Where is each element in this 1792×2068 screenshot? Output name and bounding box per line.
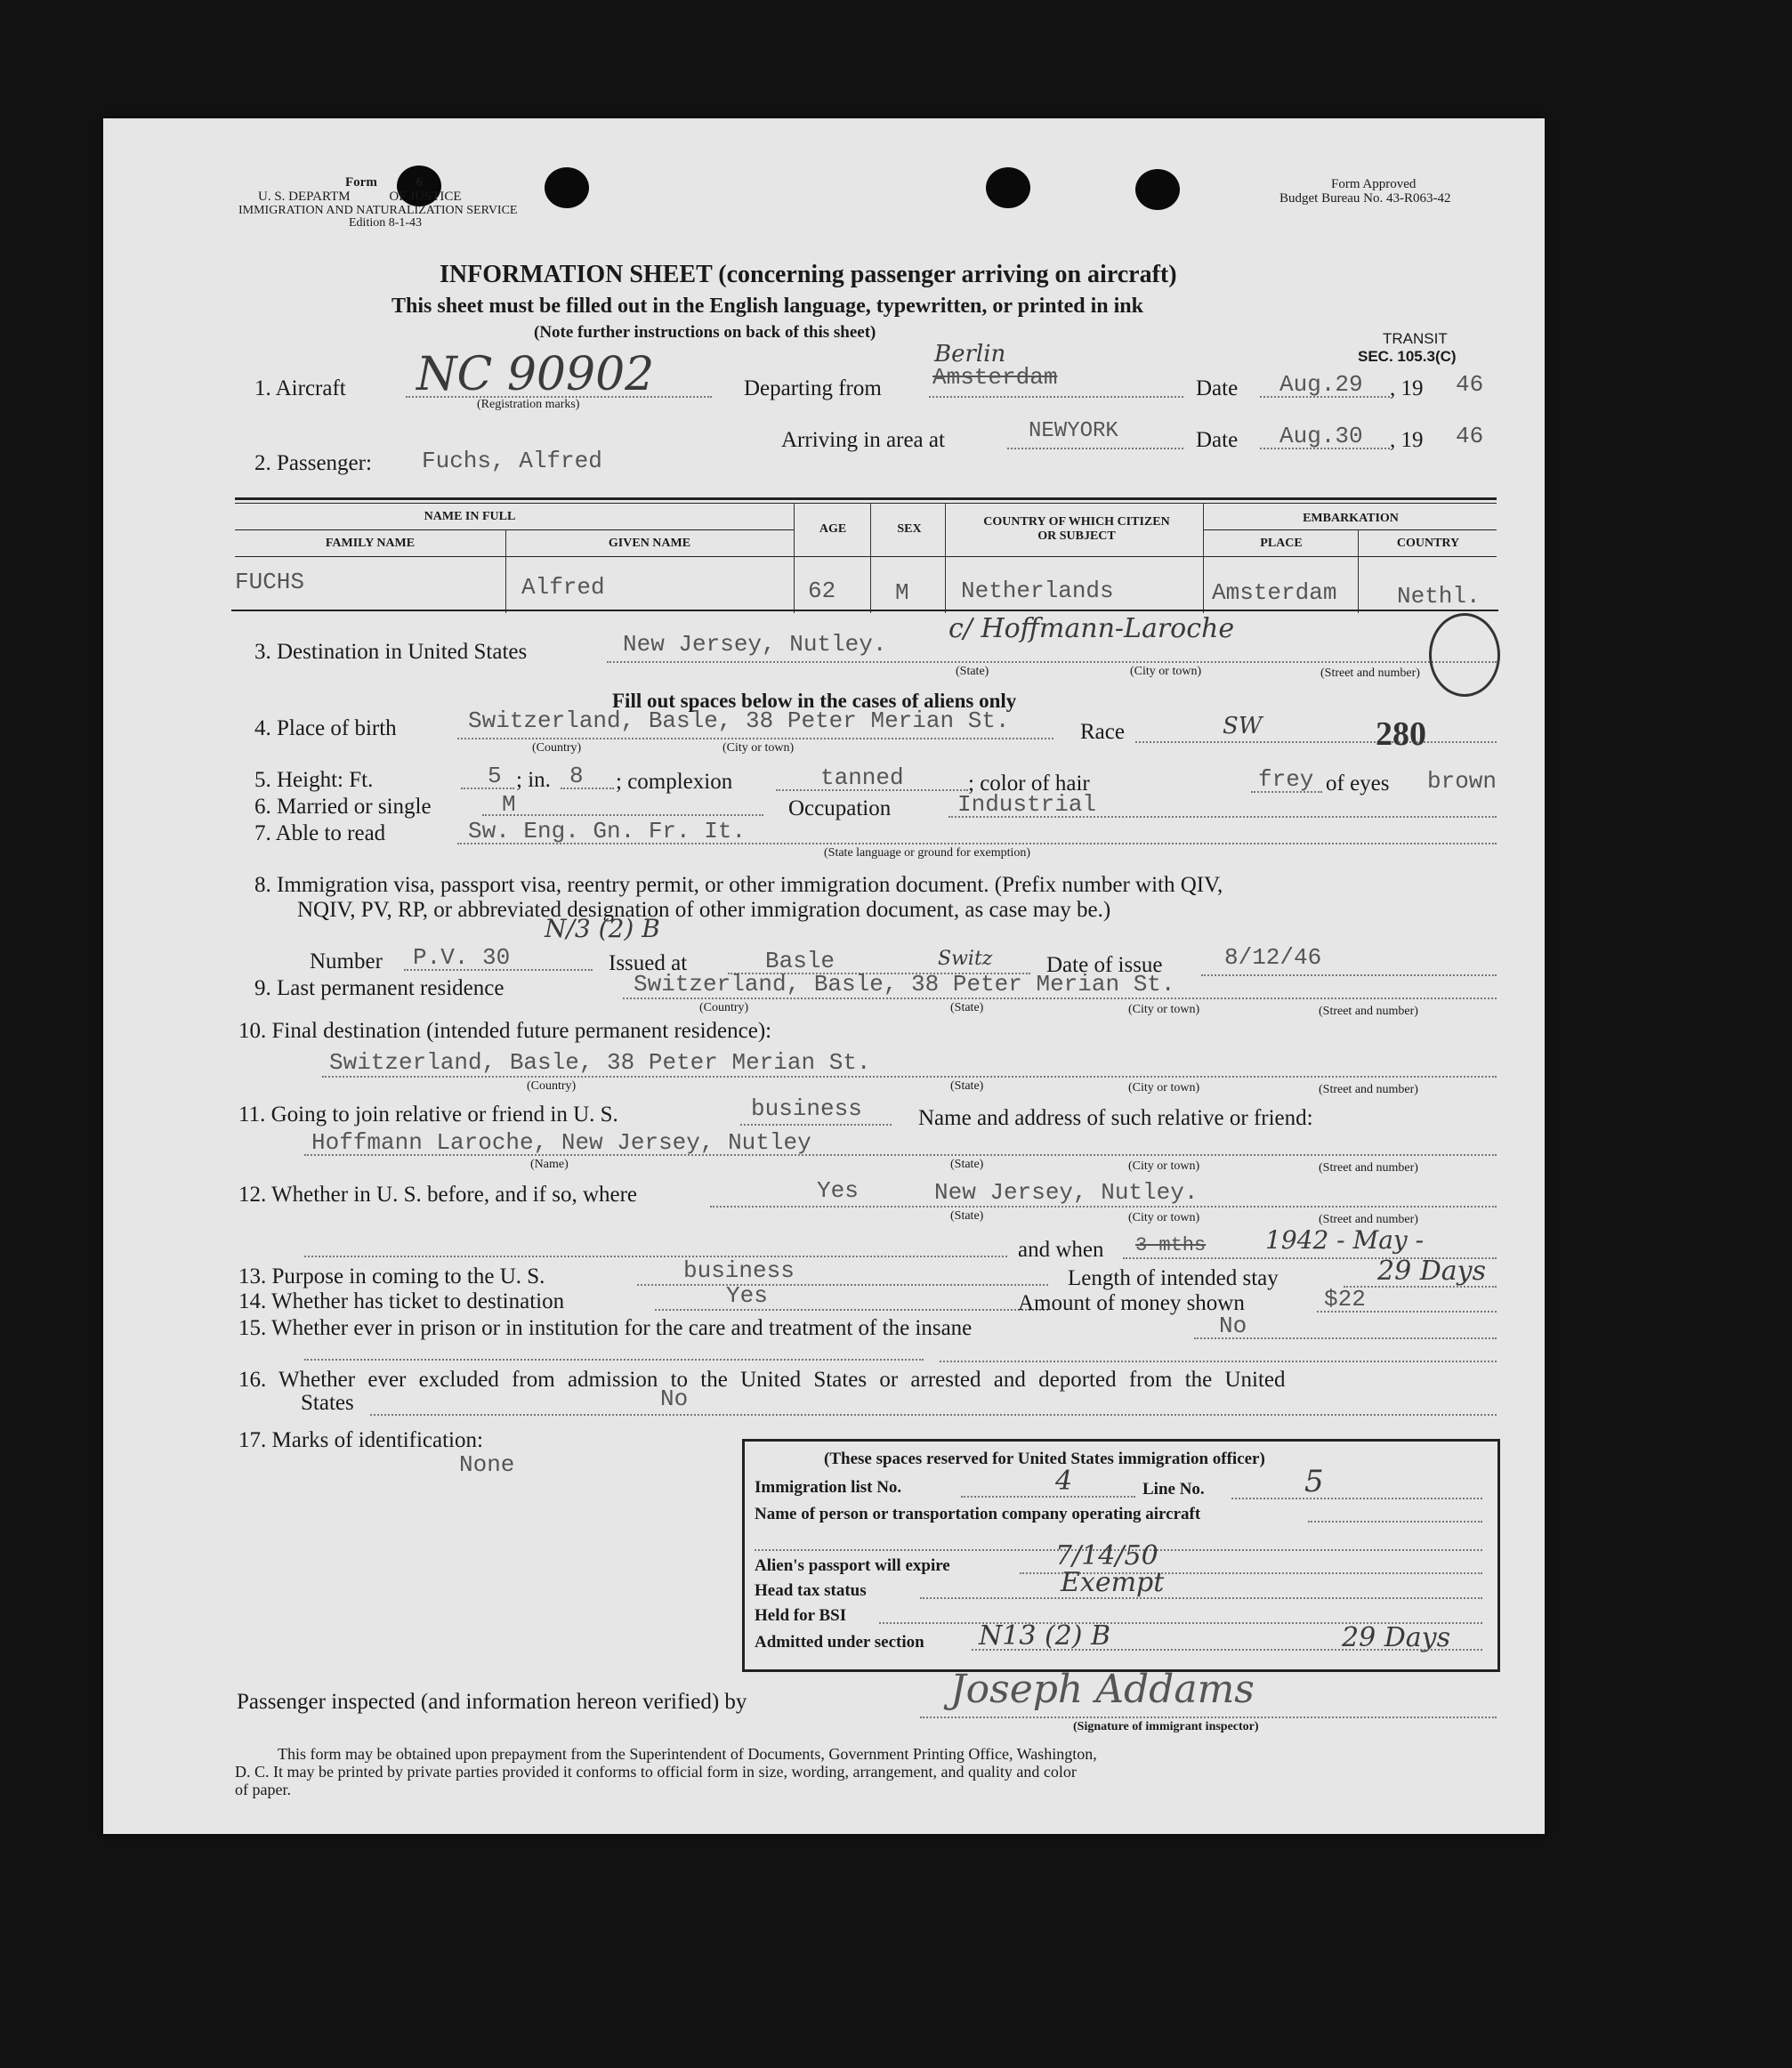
- transit-stamp: TRANSIT: [1383, 330, 1448, 347]
- aircraft-label: 1. Aircraft: [254, 376, 346, 400]
- departure-date-label: Date: [1196, 376, 1239, 400]
- stay-handwritten: 29 Days: [1377, 1256, 1486, 1287]
- birthplace-label: 4. Place of birth: [254, 716, 397, 740]
- caption-state: (State): [950, 1001, 984, 1014]
- purpose-label: 13. Purpose in coming to the U. S.: [238, 1264, 545, 1288]
- name-in-full-header: NAME IN FULL: [424, 510, 516, 523]
- family-name-header: FAMILY NAME: [325, 537, 416, 550]
- when-struck: 3 mths: [1135, 1234, 1207, 1256]
- complexion-value: tanned: [820, 764, 904, 791]
- final-destination-value: Switzerland, Basle, 38 Peter Merian St.: [329, 1049, 871, 1076]
- country-header: COUNTRY: [1396, 537, 1460, 550]
- issue-date-label: Date of issue: [1046, 953, 1163, 977]
- cell-family-name: FUCHS: [235, 569, 305, 595]
- caption-state: (State): [950, 1158, 984, 1171]
- when-label: and when: [1018, 1238, 1104, 1262]
- eyes-label: of eyes: [1326, 771, 1390, 796]
- passport-expire-label: Alien's passport will expire: [755, 1556, 950, 1575]
- line-no-value: 5: [1304, 1464, 1324, 1499]
- service-name: IMMIGRATION AND NATURALIZATION SERVICE: [238, 204, 518, 217]
- hair-label: ; color of hair: [968, 771, 1090, 796]
- caption-city: (City or town): [1128, 1211, 1200, 1224]
- prison-label: 15. Whether ever in prison or in institution for the care and treatment of the insane: [238, 1316, 973, 1340]
- cell-embark-country: Nethl.: [1397, 583, 1481, 610]
- money-label: Amount of money shown: [1018, 1291, 1245, 1315]
- destination-handwritten: c/ Hoffmann-Laroche: [948, 613, 1235, 644]
- height-feet: 5: [488, 763, 502, 789]
- form-number: Form 6: [345, 175, 424, 190]
- citizen-header-2: OR SUBJECT: [1037, 529, 1116, 543]
- head-tax-value: Exempt: [1061, 1567, 1165, 1598]
- caption-city: (City or town): [722, 741, 795, 755]
- occupation-label: Occupation: [788, 796, 892, 820]
- inspection-label: Passenger inspected (and information hereon verified) by: [237, 1690, 747, 1714]
- caption-city: (City or town): [1130, 665, 1202, 678]
- form-note: (Note further instructions on back of this sheet): [534, 323, 876, 342]
- edition: Edition 8-1-43: [349, 216, 423, 230]
- height-inches: 8: [569, 763, 584, 789]
- ticket-label: 14. Whether has ticket to destination: [238, 1289, 565, 1313]
- race-value: SW: [1223, 713, 1263, 739]
- visa-number: P.V. 30: [413, 944, 511, 971]
- information-sheet: [103, 118, 1545, 1834]
- embarkation-header: EMBARKATION: [1303, 512, 1399, 525]
- list-no-value: 4: [1055, 1466, 1073, 1497]
- section-stamp: SEC. 105.3(C): [1358, 348, 1457, 365]
- admitted-value: N13 (2) B: [979, 1620, 1111, 1652]
- able-to-read-label: 7. Able to read: [254, 821, 386, 845]
- purpose-value: business: [683, 1257, 795, 1284]
- caption-country: (Country): [527, 1079, 577, 1093]
- arrival-year-prefix: , 19: [1390, 428, 1424, 452]
- marks-value: None: [459, 1451, 515, 1478]
- issued-at-value: Basle: [765, 948, 835, 974]
- language-caption: (State language or ground for exemption): [824, 846, 1031, 860]
- relative-label: Name and address of such relative or friend:: [918, 1106, 1313, 1130]
- height-inches-label: ; in.: [516, 768, 551, 792]
- departing-handwritten: Berlin: [934, 341, 1006, 368]
- previous-visit-label: 12. Whether in U. S. before, and if so, where: [238, 1183, 638, 1207]
- issued-at-handwritten: Switz: [938, 948, 993, 970]
- operator-label: Name of person or transportation company operating aircraft: [755, 1505, 1201, 1523]
- visa-number-label: Number: [310, 949, 383, 973]
- cell-age: 62: [808, 578, 836, 604]
- given-name-header: GIVEN NAME: [608, 537, 691, 550]
- issued-at-label: Issued at: [609, 951, 688, 975]
- able-to-read-value: Sw. Eng. Gn. Fr. It.: [468, 818, 747, 844]
- caption-street: (Street and number): [1319, 1213, 1418, 1226]
- aliens-only-heading: Fill out spaces below in the cases of aliens only: [612, 690, 1017, 712]
- departure-year-prefix: , 19: [1390, 376, 1424, 400]
- residence-value: Switzerland, Basle, 38 Peter Merian St.: [634, 971, 1175, 998]
- visa-label-1: 8. Immigration visa, passport visa, reentry permit, or other immigration document. (Prefix number with QIV,: [254, 873, 1223, 897]
- caption-street: (Street and number): [1319, 1005, 1418, 1018]
- arriving-label: Arriving in area at: [781, 428, 945, 452]
- join-label: 11. Going to join relative or friend in U. S.: [238, 1103, 618, 1127]
- citizen-header-1: COUNTRY OF WHICH CITIZEN: [983, 515, 1170, 529]
- previous-visit-value: Yes: [817, 1177, 859, 1204]
- previous-visit-where: New Jersey, Nutley.: [934, 1179, 1199, 1206]
- caption-name: (Name): [530, 1158, 569, 1171]
- age-header: AGE: [819, 522, 847, 536]
- destination-value: New Jersey, Nutley.: [623, 631, 887, 658]
- registration-caption: (Registration marks): [477, 398, 580, 411]
- complexion-label: ; complexion: [616, 770, 733, 794]
- occupation-value: Industrial: [957, 791, 1097, 818]
- excluded-label-1: 16. Whether ever excluded from admission to the United States or arrested and deported from the United: [238, 1368, 1286, 1392]
- department: U. S. DEPARTM OF JUSTICE: [258, 190, 462, 204]
- arrival-date: Aug.30: [1279, 423, 1363, 449]
- footer-line-1: This form may be obtained upon prepayment from the Superintendent of Documents, Government Printing Office, Washington,: [278, 1745, 1097, 1763]
- circle-mark: [1429, 613, 1500, 697]
- cell-sex: M: [895, 579, 909, 606]
- issue-date: 8/12/46: [1224, 944, 1322, 971]
- caption-street: (Street and number): [1319, 1161, 1418, 1175]
- height-label: 5. Height: Ft.: [254, 768, 374, 792]
- visa-class-handwritten: N/3 (2) B: [545, 914, 660, 943]
- final-destination-label: 10. Final destination (intended future permanent residence):: [238, 1019, 772, 1043]
- caption-city: (City or town): [1128, 1003, 1200, 1016]
- eyes-value: brown: [1427, 768, 1497, 795]
- budget-bureau: Budget Bureau No. 43-R063-42: [1279, 191, 1451, 206]
- cell-citizen: Netherlands: [961, 578, 1114, 604]
- caption-street: (Street and number): [1320, 666, 1420, 680]
- officer-box-header: (These spaces reserved for United States immigration officer): [824, 1450, 1265, 1468]
- departure-year: 46: [1456, 371, 1484, 398]
- caption-country: (Country): [532, 741, 582, 755]
- signature-caption: (Signature of immigrant inspector): [1073, 1720, 1259, 1733]
- departure-date: Aug.29: [1279, 371, 1363, 398]
- passport-expire-value: 7/14/50: [1055, 1540, 1158, 1571]
- prison-value: No: [1219, 1313, 1247, 1339]
- form-title: INFORMATION SHEET (concerning passenger arriving on aircraft): [440, 261, 1177, 288]
- caption-city: (City or town): [1128, 1159, 1200, 1173]
- hair-value: frey: [1258, 766, 1314, 793]
- arriving-value: NEWYORK: [1029, 419, 1118, 443]
- marks-label: 17. Marks of identification:: [238, 1428, 483, 1452]
- punch-hole: [986, 167, 1030, 208]
- place-header: PLACE: [1260, 537, 1303, 550]
- marital-value: M: [502, 791, 516, 818]
- cell-embark-place: Amsterdam: [1212, 579, 1337, 606]
- residence-label: 9. Last permanent residence: [254, 976, 505, 1000]
- caption-country: (Country): [699, 1001, 749, 1014]
- head-tax-label: Head tax status: [755, 1581, 867, 1600]
- passenger-label: 2. Passenger:: [254, 451, 372, 475]
- relative-value: Hoffmann Laroche, New Jersey, Nutley: [311, 1129, 811, 1156]
- passenger-value: Fuchs, Alfred: [422, 448, 602, 474]
- marital-label: 6. Married or single: [254, 795, 432, 819]
- destination-label: 3. Destination in United States: [254, 640, 528, 664]
- caption-state: (State): [956, 665, 989, 678]
- form-instruction: This sheet must be filled out in the English language, typewritten, or printed in ink: [391, 295, 1143, 318]
- ticket-value: Yes: [726, 1282, 768, 1309]
- join-value: business: [751, 1095, 862, 1122]
- punch-hole: [545, 167, 589, 208]
- caption-street: (Street and number): [1319, 1083, 1418, 1096]
- inspector-signature: Joseph Addams: [950, 1667, 1255, 1712]
- stay-label: Length of intended stay: [1068, 1266, 1279, 1290]
- arrival-year: 46: [1456, 423, 1484, 449]
- race-code: 280: [1376, 715, 1426, 753]
- cell-given-name: Alfred: [521, 574, 605, 601]
- caption-state: (State): [950, 1209, 984, 1223]
- caption-city: (City or town): [1128, 1081, 1200, 1095]
- visa-label-2: NQIV, PV, RP, or abbreviated designation of other immigration document, as case may be.): [297, 898, 1111, 922]
- sex-header: SEX: [897, 522, 922, 536]
- excluded-value: No: [660, 1385, 689, 1412]
- line-no-label: Line No.: [1142, 1480, 1205, 1498]
- bsi-label: Held for BSI: [755, 1606, 847, 1625]
- race-label: Race: [1080, 720, 1125, 744]
- caption-state: (State): [950, 1079, 984, 1093]
- footer-line-3: of paper.: [235, 1781, 291, 1798]
- when-handwritten: 1942 - May -: [1265, 1225, 1425, 1255]
- departing-struck: Amsterdam: [932, 364, 1058, 391]
- departing-label: Departing from: [744, 376, 882, 400]
- punch-hole: [1135, 169, 1180, 210]
- money-value: $22: [1324, 1286, 1366, 1313]
- aircraft-value: NC 90902: [416, 348, 655, 401]
- excluded-label-2: States: [301, 1391, 354, 1415]
- arrival-date-label: Date: [1196, 428, 1239, 452]
- footer-line-2: D. C. It may be printed by private parties provided it conforms to official form in size, wording, arrangement, and quality and color: [235, 1763, 1077, 1781]
- birthplace-value: Switzerland, Basle, 38 Peter Merian St.: [468, 707, 1010, 734]
- form-approved: Form Approved: [1331, 177, 1417, 191]
- admitted-label: Admitted under section: [755, 1633, 924, 1652]
- admitted-days: 29 Days: [1342, 1622, 1450, 1653]
- list-no-label: Immigration list No.: [755, 1478, 902, 1497]
